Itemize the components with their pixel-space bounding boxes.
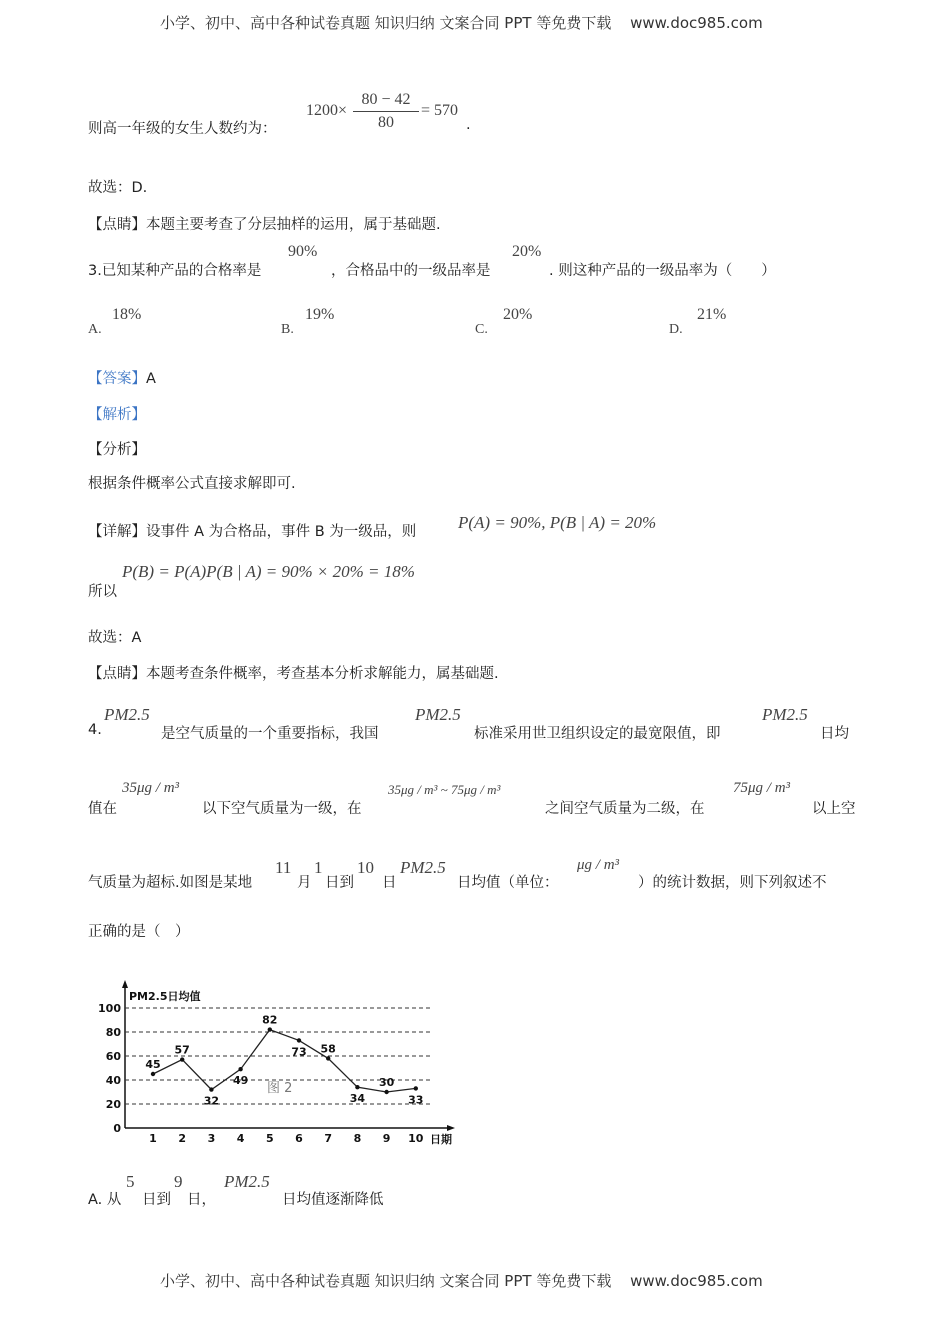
fenxi-tag: 【分析】: [88, 442, 146, 458]
x-tick-label: 4: [236, 1132, 245, 1145]
q3-stem-b: ，合格品中的一级品率是: [331, 263, 491, 279]
q3-comment: 【点睛】本题考查条件概率，考查基本分析求解能力，属基础题.: [88, 666, 499, 682]
q2-calc-left: 1200×: [306, 102, 348, 119]
data-point: [238, 1067, 242, 1071]
data-point: [209, 1087, 213, 1091]
q3-stem-a: 3.已知某种产品的合格率是: [88, 263, 262, 279]
q2-frac-num: 80 − 42: [361, 91, 411, 108]
option-value: 20%: [503, 306, 533, 323]
pm25-4: PM2.5: [400, 858, 446, 877]
pm25-line-chart: [95, 978, 465, 1153]
data-point: [180, 1057, 184, 1061]
data-label: 32: [203, 1094, 220, 1108]
q3-answer-line: [88, 367, 156, 388]
q4-num: 4.: [88, 722, 102, 738]
q4-v35: 35μg / m³: [122, 780, 180, 796]
q4-optA-d: 日均值逐渐降低: [282, 1192, 384, 1208]
y-tick-label: 100: [98, 1002, 121, 1015]
data-point: [268, 1027, 272, 1031]
q4-11: 11: [275, 858, 292, 877]
q4-l2-c: 之间空气质量为二级，在: [545, 801, 705, 817]
data-label: 73: [291, 1045, 307, 1059]
pm25-1: PM2.5: [104, 705, 150, 724]
q4-l1-a: 是空气质量的一个重要指标，我国: [161, 726, 379, 742]
pm25-2: PM2.5: [415, 705, 461, 724]
q3-val1: 90%: [288, 243, 318, 260]
q4-d10: 10: [357, 858, 374, 877]
q4-l1-c: 日均: [820, 726, 849, 742]
q2-frac-den: 80: [378, 114, 394, 131]
y-tick-label: 60: [105, 1050, 121, 1063]
data-label: 82: [262, 1013, 278, 1027]
x-tick-label: 1: [149, 1132, 157, 1145]
detail-text: 【详解】设事件 A 为合格品，事件 B 为一级品，则: [88, 524, 417, 540]
data-label: 49: [232, 1074, 249, 1088]
q4-l3-b: 日到: [325, 875, 354, 891]
option-label: B.: [281, 322, 294, 337]
x-tick-label: 10: [408, 1132, 424, 1145]
answer-value: A: [146, 371, 156, 387]
y-tick-label: 80: [105, 1026, 121, 1039]
option-label: C.: [475, 322, 488, 337]
q2-fraction: [353, 91, 419, 132]
figure-label: 图 2: [267, 1081, 293, 1096]
detail-math: P(A) = 90%, P(B | A) = 20%: [458, 513, 657, 532]
data-point: [151, 1072, 155, 1076]
page-footer: [160, 1270, 763, 1291]
y-tick-label: 0: [113, 1122, 121, 1135]
q3-val2: 20%: [512, 243, 542, 260]
so-math: P(B) = P(A)P(B | A) = 90% × 20% = 18%: [122, 562, 415, 581]
data-label: 57: [174, 1043, 190, 1057]
q4-v75: 75μg / m³: [733, 780, 791, 796]
q4-range: 35μg / m³ ~ 75μg / m³: [388, 782, 501, 797]
q2-calc-right: = 570: [421, 102, 459, 119]
y-tick-label: 40: [105, 1074, 121, 1087]
q4-optA-a[interactable]: A. 从: [88, 1192, 122, 1208]
pm25-3: PM2.5: [762, 705, 808, 724]
x-axis-arrow: [447, 1125, 455, 1131]
q4-optA-9: 9: [174, 1172, 183, 1191]
option-value: 21%: [697, 306, 727, 323]
answer-tag: 【答案】: [88, 371, 146, 387]
y-axis-arrow: [122, 980, 128, 988]
option-label: A.: [88, 322, 102, 337]
data-point: [414, 1086, 418, 1090]
header-url[interactable]: www.doc985.com: [630, 14, 763, 32]
q4-l3-d: ）的统计数据，则下列叙述不: [638, 875, 827, 891]
footer-url[interactable]: www.doc985.com: [630, 1272, 763, 1290]
x-tick-label: 9: [382, 1132, 391, 1145]
q4-optA-b: 日到: [142, 1192, 171, 1208]
data-label: 33: [408, 1093, 424, 1107]
x-tick-label: 8: [353, 1132, 362, 1145]
option-value: 18%: [112, 306, 142, 323]
q4-l2-a: 值在: [88, 801, 117, 817]
q3-stem-c: . 则这种产品的一级品率为（ ）: [549, 263, 776, 279]
x-tick-label: 6: [295, 1132, 303, 1145]
so-text: 所以: [88, 584, 117, 600]
q4-l1-b: 标准采用世卫组织设定的最宽限值，即: [474, 726, 721, 742]
q4-l4: 正确的是（ ）: [88, 924, 190, 940]
data-point: [326, 1056, 330, 1060]
footer-text: 小学、初中、高中各种试卷真题 知识归纳 文案合同 PPT 等免费下载: [160, 1272, 612, 1290]
fenxi-text: 根据条件概率公式直接求解即可.: [88, 476, 296, 492]
pm25-5: PM2.5: [224, 1172, 270, 1191]
data-label: 58: [320, 1042, 336, 1056]
data-point: [297, 1038, 301, 1042]
q4-ri: 日: [382, 875, 397, 891]
chart-title: PM2.5日均值: [129, 990, 201, 1003]
q4-yue: 月: [297, 875, 312, 891]
data-label: 45: [145, 1058, 161, 1071]
option-label: D.: [669, 322, 683, 337]
q4-unit: μg / m³: [577, 857, 620, 873]
q2-line1: 则高一年级的女生人数约为：: [88, 121, 277, 137]
x-axis-label: 日期: [430, 1133, 452, 1146]
page-header: [160, 12, 763, 33]
q4-l3-a: 气质量为超标.如图是某地: [88, 875, 253, 891]
data-point: [384, 1090, 388, 1094]
data-label: 34: [349, 1092, 366, 1106]
analysis-tag: 【解析】: [88, 407, 146, 423]
q4-optA-c: 日，: [187, 1192, 216, 1208]
q3-choice: 故选：A: [88, 630, 142, 646]
header-text: 小学、初中、高中各种试卷真题 知识归纳 文案合同 PPT 等免费下载: [160, 14, 612, 32]
option-value: 19%: [305, 306, 335, 323]
q2-choice: 故选：D.: [88, 180, 148, 196]
data-label: 30: [378, 1076, 395, 1089]
q2-comment: 【点睛】本题主要考查了分层抽样的运用，属于基础题.: [88, 217, 441, 233]
q4-l2-b: 以下空气质量为一级，在: [202, 801, 362, 817]
x-tick-label: 5: [265, 1132, 274, 1145]
q4-l3-c: 日均值（单位：: [457, 875, 559, 891]
q4-d1: 1: [314, 858, 323, 877]
data-point: [355, 1085, 359, 1089]
q4-optA-5: 5: [126, 1172, 135, 1191]
q2-period: .: [466, 117, 471, 133]
x-tick-label: 3: [207, 1132, 216, 1145]
q4-l2-d: 以上空: [812, 801, 856, 817]
x-tick-label: 7: [324, 1132, 333, 1145]
x-tick-label: 2: [178, 1132, 187, 1145]
y-tick-label: 20: [105, 1098, 121, 1111]
